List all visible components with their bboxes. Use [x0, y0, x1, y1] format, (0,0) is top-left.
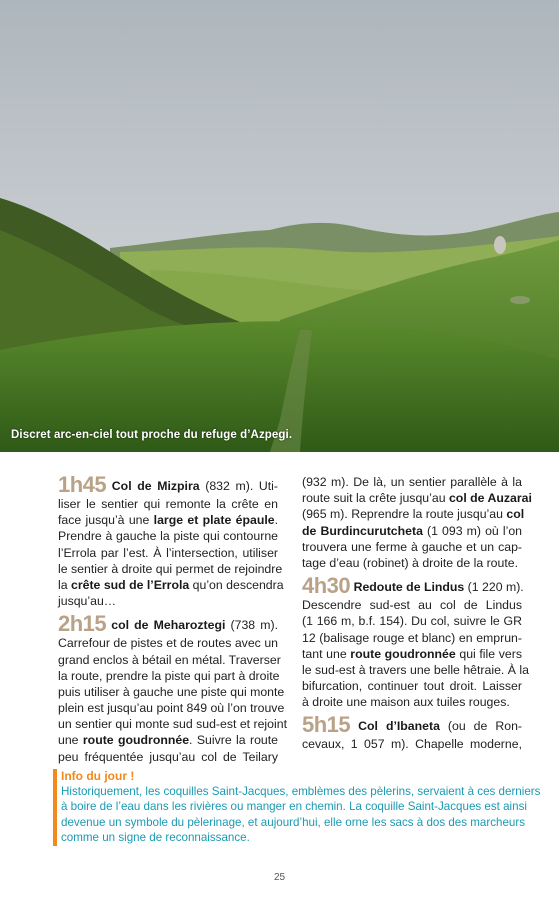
text-line: plein est jusqu’au point 849 où l’on trouve	[58, 701, 285, 716]
info-line: à boire de l’eau dans les rivières ou manger en chemin. La coquille Saint-Jacques est ainsi	[61, 800, 527, 814]
text-fragment: route suit la crête jusqu’au	[302, 491, 449, 506]
text-line: Carrefour de pistes et de routes avec un	[58, 636, 278, 651]
text-line	[302, 490, 532, 506]
right-column	[302, 474, 532, 753]
text-fragment: (832 m). Uti-	[199, 479, 278, 493]
text-line: le sentier à droite qui permet de rejoindre	[58, 561, 283, 576]
time-badge: 1h45	[58, 472, 107, 497]
text-line: le sud-est à travers une belle hêtraie. À la	[302, 662, 529, 677]
info-title: Info du jour !	[61, 769, 135, 783]
time-badge: 4h30	[302, 573, 351, 599]
text-line: trouvera une ferme à gauche et un cap-	[302, 539, 522, 554]
place-name: Col de Mizpira	[111, 479, 200, 493]
text-line	[58, 577, 284, 593]
text-fragment: (738 m).	[225, 618, 278, 633]
highlight: col de Auzarai	[448, 491, 532, 506]
text-fragment: face jusqu’à une	[58, 513, 154, 528]
text-line	[302, 523, 522, 539]
text-line: à droite une maison aux tuiles rouges.	[302, 695, 510, 710]
text-line: jusqu’au…	[58, 594, 117, 609]
step-heading	[58, 474, 278, 496]
text-fragment: . Suivre la route	[189, 733, 279, 748]
text-line: liser le sentier qui remonte la crête en	[58, 497, 278, 511]
text-line: grand enclos à bétail en métal. Traverser	[58, 652, 281, 667]
text-line: puis utiliser à gauche une piste qui monte	[58, 684, 285, 699]
text-line: (1 166 m, b.f. 154). Du col, suivre le GR	[302, 614, 522, 629]
highlight: large et plate épaule	[153, 513, 275, 528]
highlight: de Burdincurutcheta	[302, 523, 423, 538]
time-badge: 2h15	[58, 611, 107, 637]
text-line: bifurcation, continuer tout droit. Laisser	[302, 679, 522, 694]
text-line: l’Errola par l’est. À l’intersection, utiliser	[58, 545, 278, 560]
highlight: route goudronnée	[82, 733, 190, 748]
step-heading	[302, 714, 522, 736]
place-name: Col d’Ibaneta	[358, 719, 440, 734]
text-fragment: (1 093 m) où l’on	[422, 523, 523, 538]
text-line: 12 (balisage rouge et blanc) en emprun-	[302, 630, 522, 645]
text-fragment: qui file vers	[455, 646, 522, 661]
highlight: route goudronnée	[350, 646, 456, 661]
text-fragment: (965 m). Reprendre la route jusqu’au	[302, 507, 507, 522]
text-line	[58, 732, 278, 748]
text-fragment: une	[58, 733, 83, 748]
place-name: col de Meharoztegi	[111, 618, 226, 633]
text-line: la route, prendre la piste qui part à droite	[58, 668, 280, 683]
photo-caption: Discret arc-en-ciel tout proche du refuge d’Azpegi.	[11, 429, 293, 441]
text-line	[302, 506, 525, 522]
text-line: Descendre sud-est au col de Lindus	[302, 598, 522, 613]
step-heading	[58, 613, 278, 635]
text-fragment: (ou de Ron-	[439, 719, 522, 734]
itinerary-text	[58, 472, 532, 764]
info-line: Historiquement, les coquilles Saint-Jacques, emblèmes des pèlerins, servaient à ces derniers	[61, 785, 541, 798]
text-line: peu fréquentée jusqu’au col de Teilary	[58, 749, 278, 764]
text-fragment: qu’on descendra	[189, 577, 284, 592]
text-line: tage d’eau (robinet) à droite de la route.	[302, 555, 519, 570]
info-box	[53, 769, 541, 846]
highlight: col	[506, 507, 525, 522]
left-column	[58, 472, 287, 765]
highlight: crête sud de l’Errola	[71, 577, 190, 592]
place-name: Redoute de Lindus	[353, 580, 465, 595]
text-line: (932 m). De là, un sentier parallèle à la	[302, 475, 522, 489]
step-heading	[302, 575, 522, 597]
text-line: Prendre à gauche la piste qui contourne	[58, 529, 278, 544]
text-line: cevaux, 1 057 m). Chapelle moderne,	[302, 737, 522, 752]
text-fragment: tant une	[302, 646, 351, 661]
text-line	[58, 512, 278, 528]
text-line: un sentier qui monte sud sud-est et rejoint	[58, 717, 287, 732]
text-fragment: .	[274, 513, 279, 528]
time-badge: 5h15	[302, 712, 351, 738]
info-line: comme un signe de reconnaissance.	[61, 831, 250, 845]
info-line: devenue un symbole du pèlerinage, et aujourd’hui, elle orne les sacs à dos des marcheurs	[61, 815, 526, 829]
text-line	[302, 646, 522, 662]
text-fragment: la	[58, 577, 71, 592]
text-fragment: (1 220 m).	[464, 580, 524, 595]
page-number: 25	[273, 872, 286, 883]
